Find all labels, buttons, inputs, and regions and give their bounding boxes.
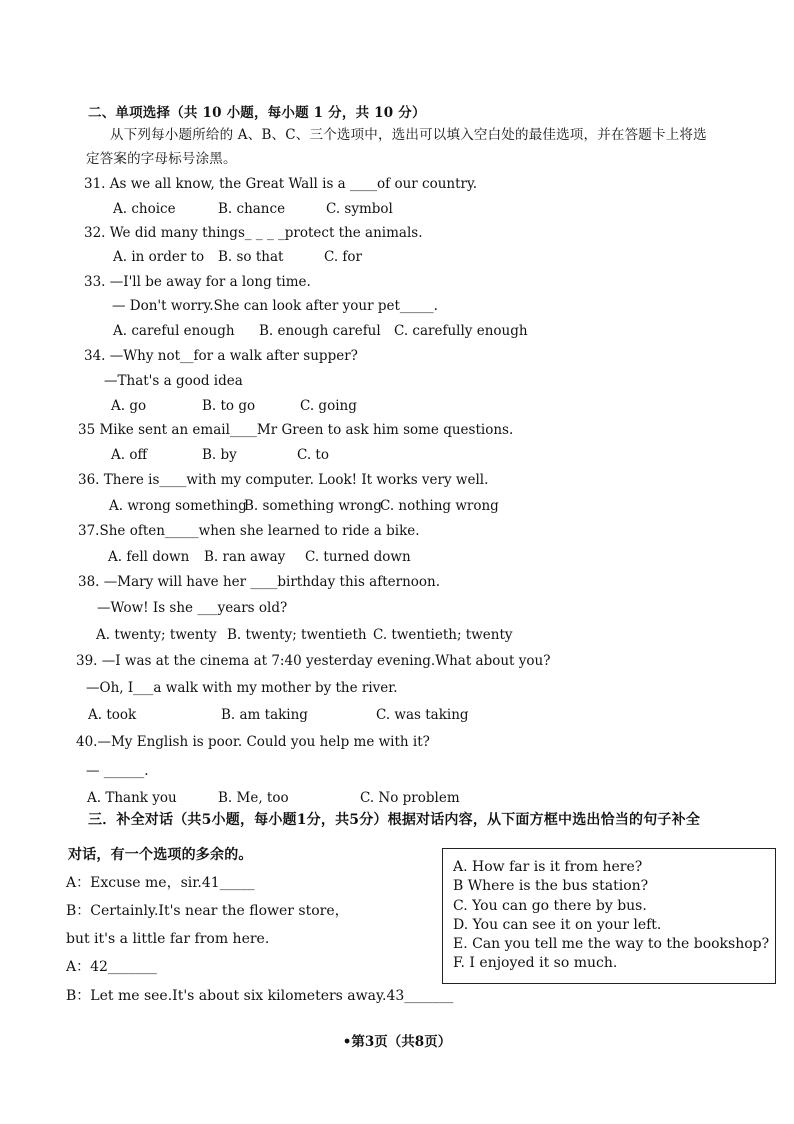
question-31: 31. As we all know, the Great Wall is a ____of our country. — [84, 176, 478, 192]
question-37: 37.She often_____when she learned to ride a bike. — [78, 523, 420, 539]
dialogue-line-2: B：Certainly.It's near the flower store， — [66, 903, 349, 919]
q38-option-a: A. twenty; twenty — [96, 627, 217, 643]
section-2-instruction: 从下列每小题所给的 A、B、C、三个选项中，选出可以填入空白处的最佳选项，并在答题卡上将选 — [110, 127, 707, 143]
q36-option-b: B. something wrong — [244, 498, 382, 514]
question-38-line-2: —Wow! Is she ___years old? — [97, 600, 288, 616]
page-number: •第3页（共8页） — [342, 1034, 452, 1050]
q32-option-c: C. for — [324, 249, 363, 265]
q40-option-c: C. No problem — [360, 790, 460, 806]
q39-option-c: C. was taking — [376, 707, 469, 723]
dialogue-line-3: but it's a little far from here. — [66, 931, 270, 947]
q32-option-a: A. in order to — [113, 249, 205, 265]
box-option-b: B Where is the bus station? — [453, 878, 649, 894]
question-35: 35 Mike sent an email____Mr Green to ask him some questions. — [78, 422, 514, 438]
question-34-line-2: —That's a good idea — [104, 373, 243, 389]
q33-option-a: A. careful enough — [113, 323, 235, 339]
q37-option-b: B. ran away — [204, 549, 286, 565]
q39-option-a: A. took — [88, 707, 137, 723]
question-38: 38. —Mary will have her ____birthday this afternoon. — [78, 574, 441, 590]
box-option-c: C. You can go there by bus. — [453, 898, 647, 914]
question-39-line-2: —Oh, I___a walk with my mother by the river. — [86, 680, 398, 696]
question-40: 40.—My English is poor. Could you help me with it? — [76, 734, 430, 750]
q38-option-c: C. twentieth; twenty — [373, 627, 513, 643]
q33-option-b: B. enough careful — [259, 323, 381, 339]
q35-option-c: C. to — [297, 447, 329, 463]
q31-option-b: B. chance — [218, 201, 286, 217]
q37-option-c: C. turned down — [305, 549, 411, 565]
q35-option-b: B. by — [202, 447, 237, 463]
q37-option-a: A. fell down — [108, 549, 190, 565]
dialogue-line-1: A：Excuse me，sir.41_____ — [66, 875, 255, 891]
q34-option-a: A. go — [111, 398, 147, 414]
q31-option-c: C. symbol — [326, 201, 393, 217]
q35-option-a: A. off — [111, 447, 148, 463]
section-2-instruction-cont: 定答案的字母标号涂黑。 — [86, 151, 237, 167]
options-box — [442, 848, 776, 984]
dialogue-line-4: A：42_______ — [66, 959, 157, 975]
q32-option-b: B. so that — [218, 249, 284, 265]
section-2-heading: 二、单项选择（共 10 小题，每小题 1 分，共 10 分） — [88, 105, 426, 121]
question-39: 39. —I was at the cinema at 7:40 yesterday evening.What about you? — [76, 653, 551, 669]
q39-option-b: B. am taking — [221, 707, 308, 723]
q40-option-b: B. Me, too — [218, 790, 289, 806]
box-option-f: F. I enjoyed it so much. — [453, 955, 618, 971]
q36-option-a: A. wrong something — [109, 498, 247, 514]
q36-option-c: C. nothing wrong — [380, 498, 499, 514]
box-option-d: D. You can see it on your left. — [453, 917, 662, 933]
q33-option-c: C. carefully enough — [394, 323, 528, 339]
question-32: 32. We did many things_ _ _ _protect the animals. — [84, 225, 423, 241]
q40-option-a: A. Thank you — [87, 790, 177, 806]
question-33-line-2: — Don't worry.She can look after your pet_____. — [112, 298, 438, 314]
box-option-a: A. How far is it from here? — [453, 859, 643, 875]
question-36: 36. There is____with my computer. Look! It works very well. — [78, 472, 489, 488]
box-option-e: E. Can you tell me the way to the bookshop? — [453, 936, 770, 952]
section-3-heading-cont: 对话，有一个选项的多余的。 — [68, 847, 253, 863]
q34-option-b: B. to go — [202, 398, 256, 414]
q31-option-a: A. choice — [113, 201, 176, 217]
q38-option-b: B. twenty; twentieth — [227, 627, 367, 643]
question-33: 33. —I'll be away for a long time. — [84, 274, 311, 290]
section-3-heading: 三．补全对话（共5小题，每小题1分，共5分）根据对话内容，从下面方框中选出恰当的句子补全 — [88, 812, 701, 828]
dialogue-line-5: B：Let me see.It's about six kilometers away.43_______ — [66, 988, 454, 1004]
q34-option-c: C. going — [300, 398, 357, 414]
question-34: 34. —Why not__for a walk after supper? — [84, 348, 358, 364]
question-40-line-2: — ______. — [86, 763, 149, 779]
